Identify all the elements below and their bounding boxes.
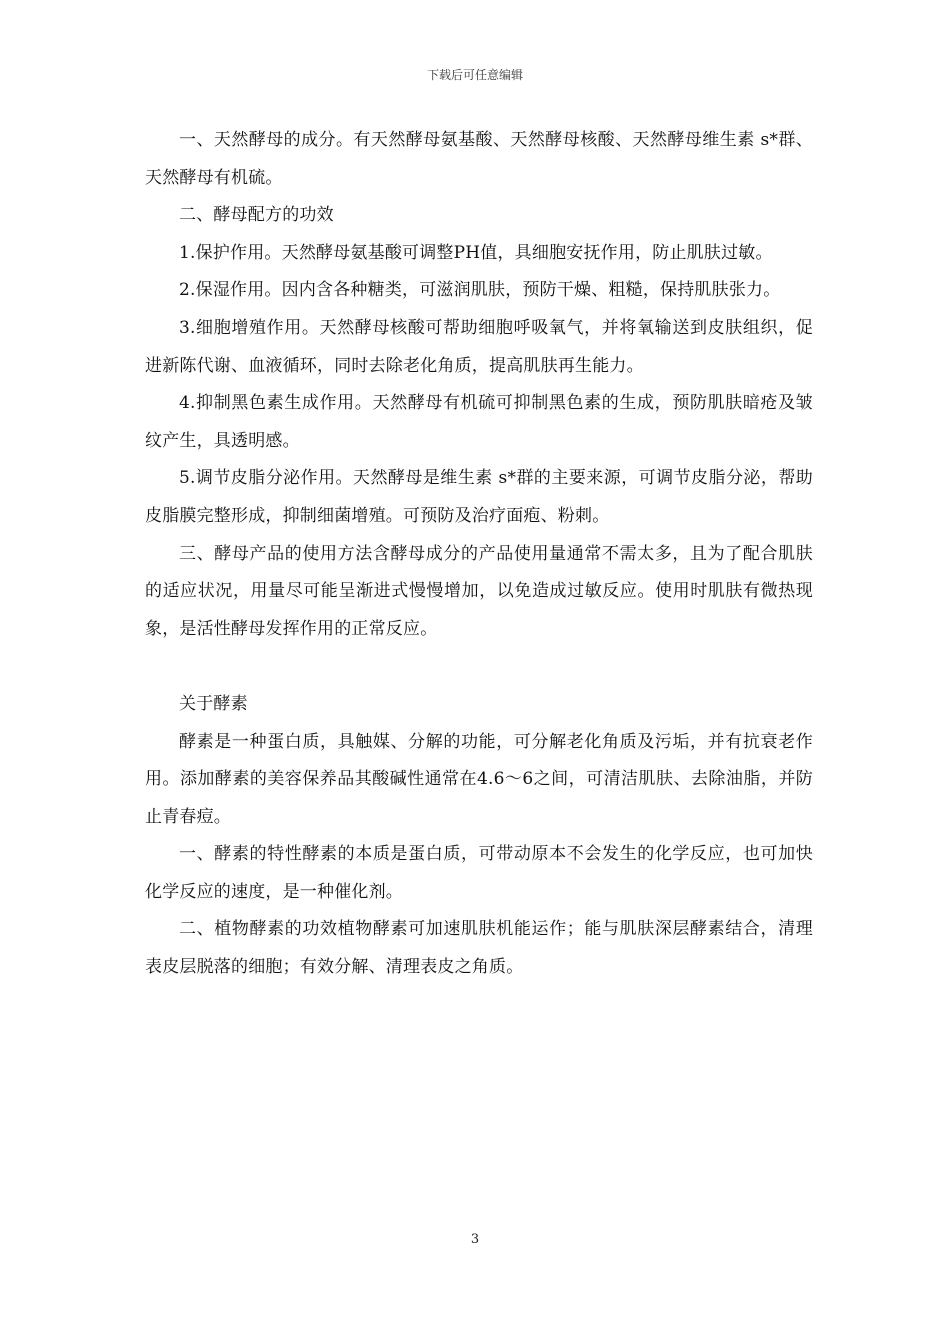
blank-line <box>145 648 813 686</box>
paragraph-enzyme-properties: 一、酵素的特性酵素的本质是蛋白质，可带动原本不会发生的化学反应，也可加快化学反应的速度，是一种催化剂。 <box>145 844 813 902</box>
paragraph-yeast-ingredients: 一、天然酵母的成分。有天然酵母氨基酸、天然酵母核酸、天然酵母维生素 s*群、天然酵母有机硫。 <box>145 130 813 188</box>
paragraph-sebum-regulation: 5.调节皮脂分泌作用。天然酵母是维生素 s*群的主要来源，可调节皮脂分泌，帮助皮脂膜完整形成，抑制细菌增殖。可预防及治疗面疱、粉刺。 <box>145 468 813 526</box>
page-number: 3 <box>470 1232 480 1247</box>
paragraph-plant-enzyme-effects: 二、植物酵素的功效植物酵素可加速肌肤机能运作；能与肌肤深层酵素结合，清理表皮层脱落的细胞；有效分解、清理表皮之角质。 <box>145 919 813 978</box>
heading-about-enzymes: 关于酵素 <box>179 693 248 714</box>
document-body <box>145 122 813 987</box>
paragraph-cell-proliferation: 3.细胞增殖作用。天然酵母核酸可帮助细胞呼吸氧气，并将氧输送到皮肤组织，促进新陈代谢、血液循环，同时去除老化角质，提高肌肤再生能力。 <box>145 317 813 376</box>
heading-yeast-effects: 二、酵母配方的功效 <box>179 205 334 226</box>
page-header: 下载后可任意编辑 <box>426 68 523 82</box>
paragraph-moisturizing: 2.保湿作用。因内含各种糖类，可滋润肌肤，预防干燥、粗糙，保持肌肤张力。 <box>179 280 781 301</box>
paragraph-yeast-usage: 三、酵母产品的使用方法含酵母成分的产品使用量通常不需太多，且为了配合肌肤的适应状况，用量尽可能呈渐进式慢慢增加，以免造成过敏反应。使用时肌肤有微热现象，是活性酵母发挥作用的正常反应。 <box>145 543 813 639</box>
paragraph-protection: 1.保护作用。天然酵母氨基酸可调整PH值，具细胞安抚作用，防止肌肤过敏。 <box>179 242 773 263</box>
paragraph-enzyme-intro: 酵素是一种蛋白质，具触媒、分解的功能，可分解老化角质及污垢，并有抗衰老作用。添加酵素的美容保养品其酸碱性通常在4.6～6之间，可清洁肌肤、去除油脂，并防止青春痘。 <box>145 731 813 827</box>
paragraph-melanin-inhibition: 4.抑制黑色素生成作用。天然酵母有机硫可抑制黑色素的生成，预防肌肤暗疮及皱纹产生，具透明感。 <box>145 393 813 451</box>
